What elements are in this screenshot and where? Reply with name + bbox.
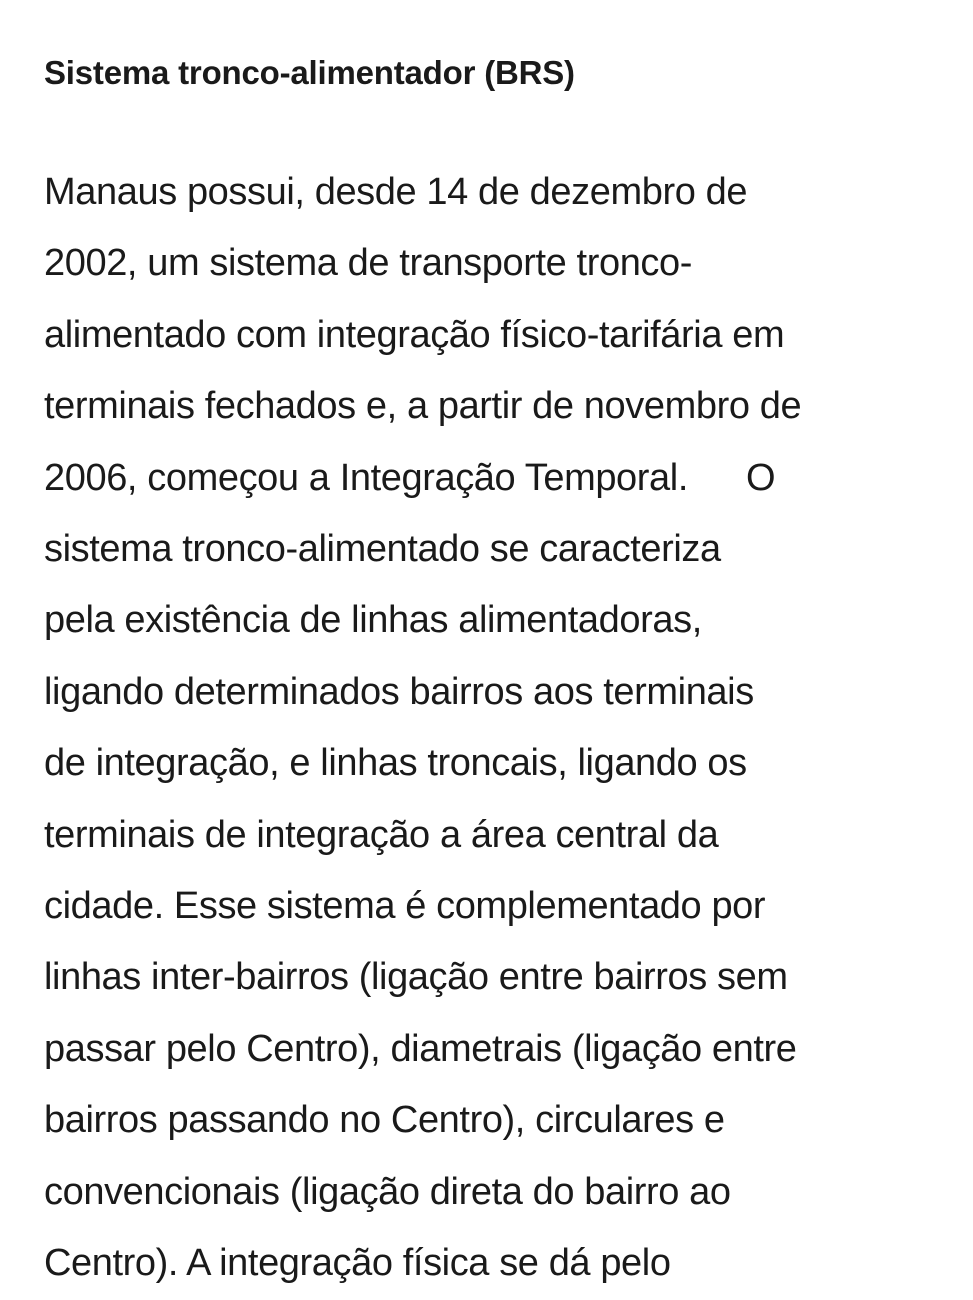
article-paragraph — [44, 102, 944, 1300]
paragraph-line: ligando determinados bairros aos terminais — [44, 670, 754, 713]
paragraph-line: de integração, e linhas troncais, ligando os — [44, 742, 747, 785]
section-heading: Sistema tronco-alimentador (BRS) — [44, 54, 575, 91]
paragraph-line: convencionais (ligação direta do bairro ao — [44, 1170, 731, 1213]
paragraph-line: 2002, um sistema de transporte tronco- — [44, 242, 693, 285]
paragraph-line: terminais de integração a área central da — [44, 813, 719, 856]
paragraph-line: bairros passando no Centro), circulares e — [44, 1099, 725, 1142]
paragraph-line-text: 2006, começou a Integração Temporal. — [44, 456, 688, 499]
paragraph-line: passar pelo Centro), diametrais (ligação entre — [44, 1027, 797, 1070]
paragraph-line: cidade. Esse sistema é complementado por — [44, 885, 766, 928]
paragraph-line: terminais fechados e, a partir de novembro de — [44, 385, 802, 428]
article — [44, 44, 944, 1300]
paragraph-line: Manaus possui, desde 14 de dezembro de — [44, 171, 748, 213]
paragraph-line — [44, 443, 944, 514]
paragraph-line: alimentado com integração físico-tarifária em — [44, 313, 785, 356]
paragraph-line: sistema tronco-alimentado se caracteriza — [44, 528, 721, 571]
paragraph-line: linhas inter-bairros (ligação entre bairros sem — [44, 956, 788, 999]
paragraph-line: pela existência de linhas alimentadoras, — [44, 599, 702, 642]
paragraph-line-tail: O — [745, 456, 776, 499]
paragraph-line: Centro). A integração física se dá pelo — [44, 1242, 671, 1285]
